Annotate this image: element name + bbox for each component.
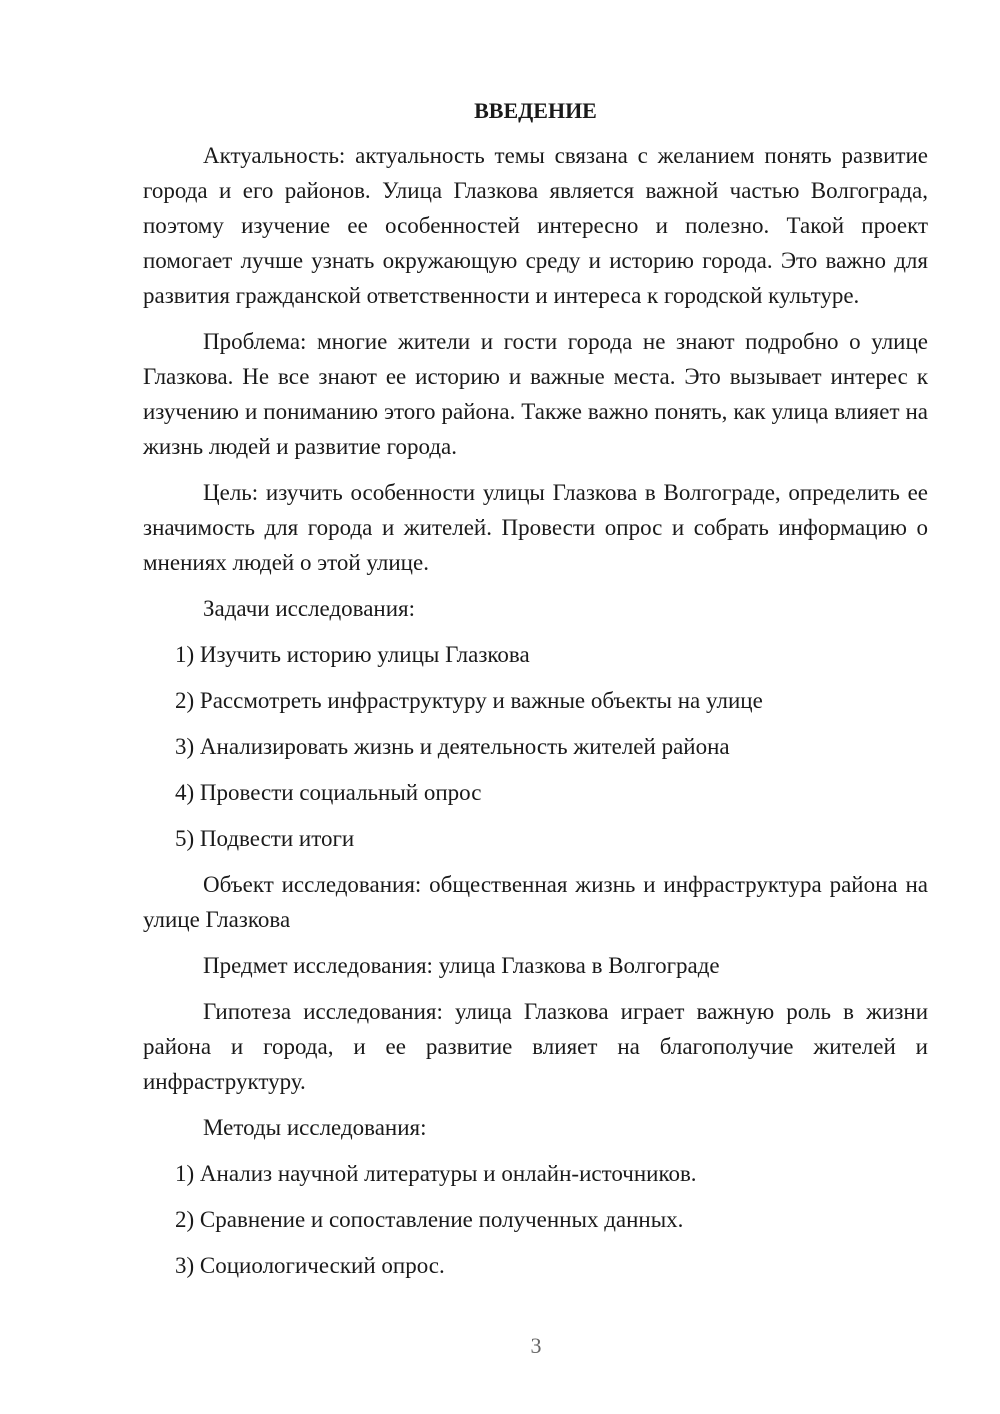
paragraph-subject: Предмет исследования: улица Глазкова в Волгограде xyxy=(203,953,720,978)
list-item: 2) Сравнение и сопоставление полученных данных. xyxy=(175,1207,684,1232)
methods-heading: Методы исследования: xyxy=(203,1115,427,1140)
page-number: 3 xyxy=(530,1333,542,1358)
list-item: 3) Социологический опрос. xyxy=(175,1253,445,1278)
list-item: 4) Провести социальный опрос xyxy=(175,780,482,805)
list-item: 5) Подвести итоги xyxy=(175,826,355,851)
paragraph-goal: Цель: изучить особенности улицы Глазкова в Волгограде, определить ее значимость для города и жителей. Провести опрос и собрать информацию о мнениях людей о этой улице. xyxy=(143,480,928,575)
paragraph-problem: Проблема: многие жители и гости города не знают подробно о улице Глазкова. Не все знают ее историю и важные места. Это вызывает интерес к изучению и пониманию этого района. Также важно понять, как улица влияет на жизнь людей и развитие города. xyxy=(143,329,928,459)
section-title: ВВЕДЕНИЕ xyxy=(474,98,597,123)
list-item: 2) Рассмотреть инфраструктуру и важные объекты на улице xyxy=(175,688,763,713)
list-item: 1) Изучить историю улицы Глазкова xyxy=(175,642,530,667)
page-content xyxy=(143,96,928,1294)
paragraph-hypothesis: Гипотеза исследования: улица Глазкова играет важную роль в жизни района и города, и ее развитие влияет на благополучие жителей и инфраструктуру. xyxy=(143,999,928,1094)
list-item: 1) Анализ научной литературы и онлайн-источников. xyxy=(175,1161,697,1186)
methods-list xyxy=(143,1156,928,1283)
tasks-list xyxy=(143,637,928,856)
list-item: 3) Анализировать жизнь и деятельность жителей района xyxy=(175,734,730,759)
paragraph-object: Объект исследования: общественная жизнь и инфраструктура района на улице Глазкова xyxy=(143,872,928,932)
tasks-heading: Задачи исследования: xyxy=(203,596,416,621)
paragraph-relevance: Актуальность: актуальность темы связана с желанием понять развитие города и его районов. Улица Глазкова является важной частью Волгограда, поэтому изучение ее особенностей интересно и полезно. Такой проект помогает лучше узнать окружающую среду и историю города. Это важно для развития гражданской ответственности и интереса к городской культуре. xyxy=(143,143,928,308)
